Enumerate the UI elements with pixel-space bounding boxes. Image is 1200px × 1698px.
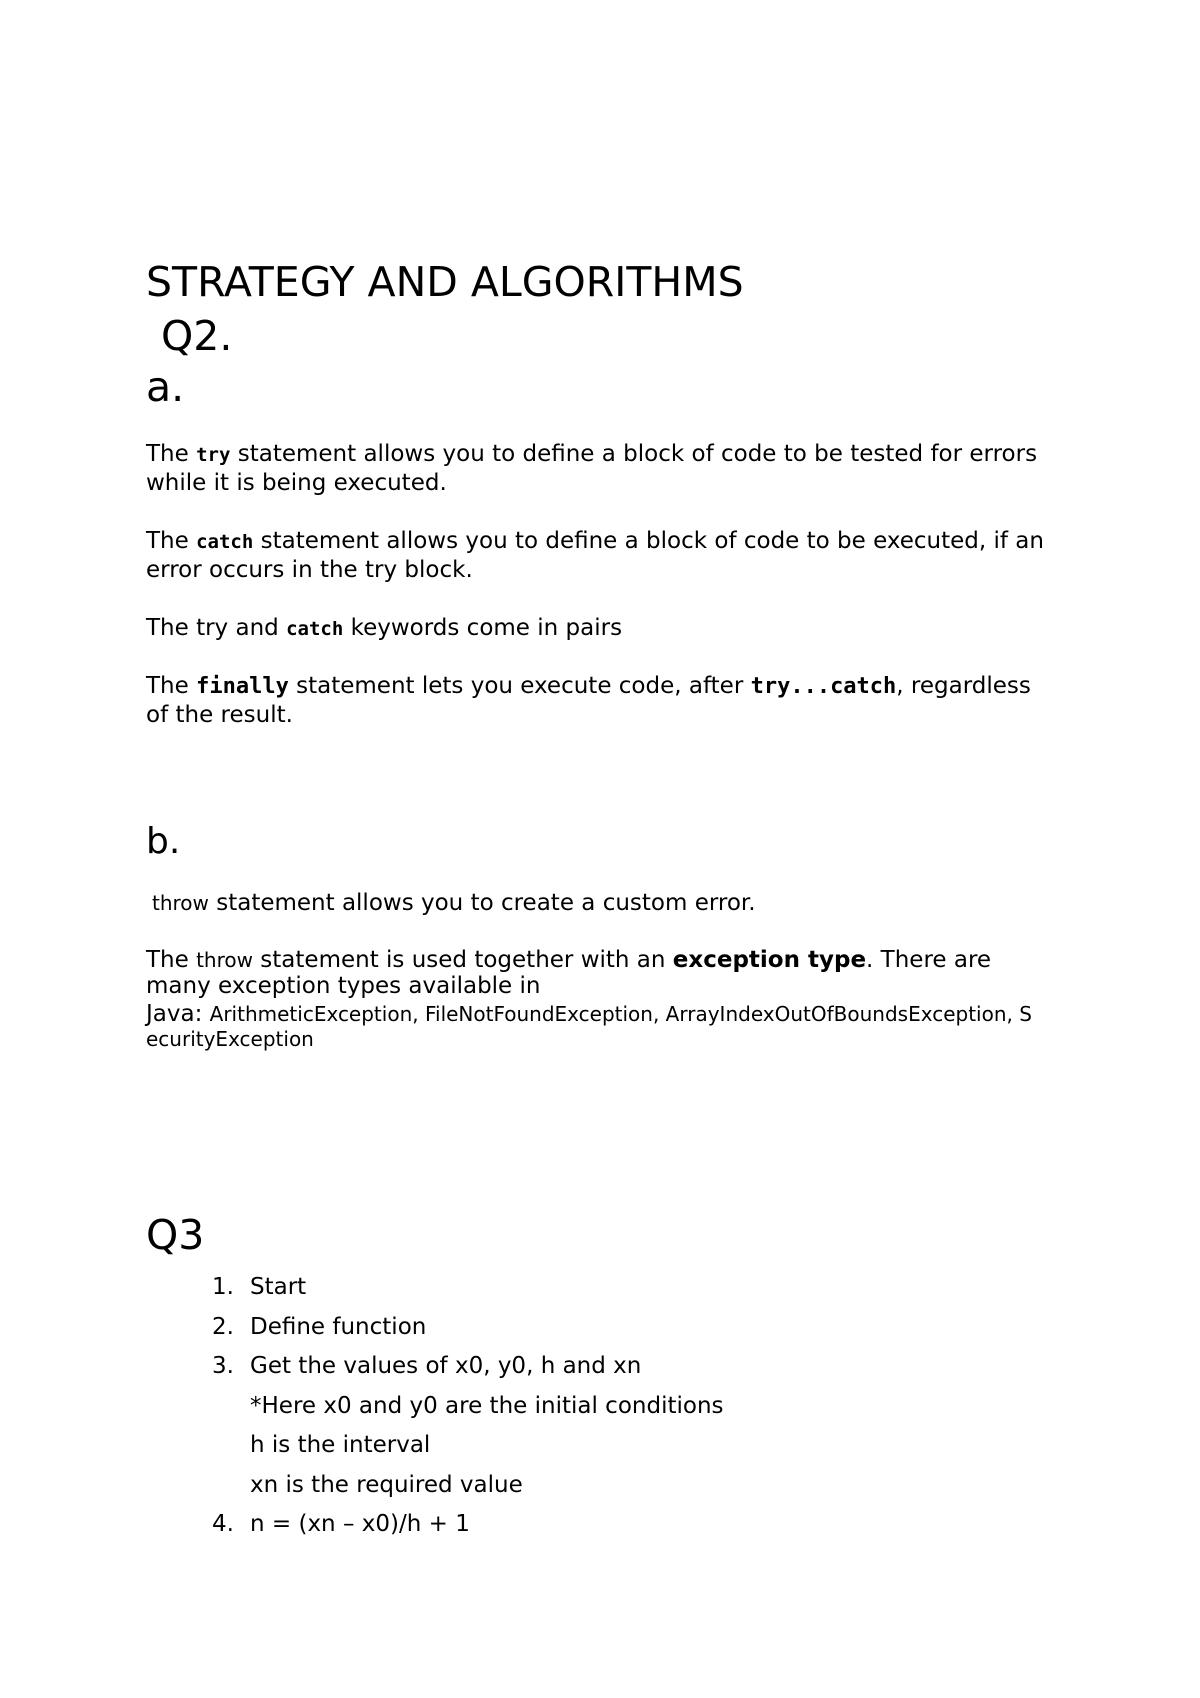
code-try: try (196, 444, 231, 466)
paragraph-catch-line1 (146, 527, 1044, 557)
code-catch: catch (286, 618, 344, 640)
text-segment: keywords come in pairs (343, 615, 623, 641)
list-item (212, 1505, 724, 1545)
paragraph-finally-line1 (146, 672, 1031, 701)
heading-q2: Q2. (161, 312, 233, 360)
paragraph-exception-line2: many exception types available in (146, 973, 541, 999)
heading-part-a: a. (146, 363, 185, 411)
list-item (212, 1347, 724, 1387)
list-item (212, 1426, 724, 1466)
list-number: 1. (212, 1274, 234, 1300)
heading-part-b: b. (146, 821, 181, 862)
text-segment: The try and (146, 615, 287, 641)
q3-steps-list (212, 1268, 724, 1545)
paragraph-catch-line2: error occurs in the try block. (146, 557, 473, 583)
text-segment: The (146, 947, 197, 973)
text-segment: . There are (866, 947, 992, 973)
paragraph-try-line2: while it is being executed. (146, 470, 447, 496)
paragraph-finally-line2: of the result. (146, 702, 293, 728)
code-catch: catch (196, 531, 254, 553)
document-title: STRATEGY AND ALGORITHMS (146, 258, 744, 306)
list-item (212, 1387, 724, 1427)
list-item (212, 1308, 724, 1348)
text-segment: The (146, 441, 197, 467)
list-number: 4. (212, 1511, 234, 1537)
list-text: *Here x0 and y0 are the initial conditions (250, 1392, 724, 1419)
list-item (212, 1268, 724, 1308)
list-text: Define function (250, 1313, 427, 1340)
paragraph-exception-line3 (146, 1000, 1032, 1029)
code-finally: finally (196, 674, 289, 699)
paragraph-exception-line4: ecurityException (146, 1027, 314, 1051)
list-text: Get the values of x0, y0, h and xn (250, 1353, 642, 1379)
list-number: 3. (212, 1353, 234, 1379)
paragraph-exception-line1 (146, 946, 991, 975)
text-segment: , regardless (896, 673, 1031, 699)
exception-list: ArithmeticException, FileNotFoundException, ArrayIndexOutOfBoundsException, S (209, 1002, 1032, 1026)
text-segment: The (146, 528, 197, 554)
list-text: xn is the required value (250, 1471, 523, 1498)
list-item (212, 1466, 724, 1506)
text-segment: statement allows you to create a custom error. (208, 890, 756, 916)
text-segment: statement allows you to define a block of code to be tested for errors (230, 441, 1038, 467)
text-segment: statement lets you execute code, after (288, 673, 751, 699)
text-segment: statement is used together with an (253, 947, 673, 973)
text-segment: statement allows you to define a block of code to be executed, if an (253, 528, 1044, 554)
paragraph-pairs (146, 614, 622, 644)
paragraph-try-line1 (146, 440, 1037, 470)
text-segment: The (146, 673, 197, 699)
list-number: 2. (212, 1313, 234, 1340)
code-throw: throw (152, 891, 209, 915)
list-text: h is the interval (250, 1432, 431, 1458)
text-segment: Java: (146, 1001, 210, 1027)
paragraph-throw (152, 889, 756, 918)
code-try-catch: try...catch (750, 674, 897, 699)
code-throw: throw (196, 948, 253, 972)
list-text: n = (xn – x0)/h + 1 (250, 1511, 470, 1537)
bold-exception-type: exception type (672, 947, 867, 973)
list-text: Start (250, 1274, 307, 1300)
heading-q3: Q3 (146, 1211, 205, 1259)
